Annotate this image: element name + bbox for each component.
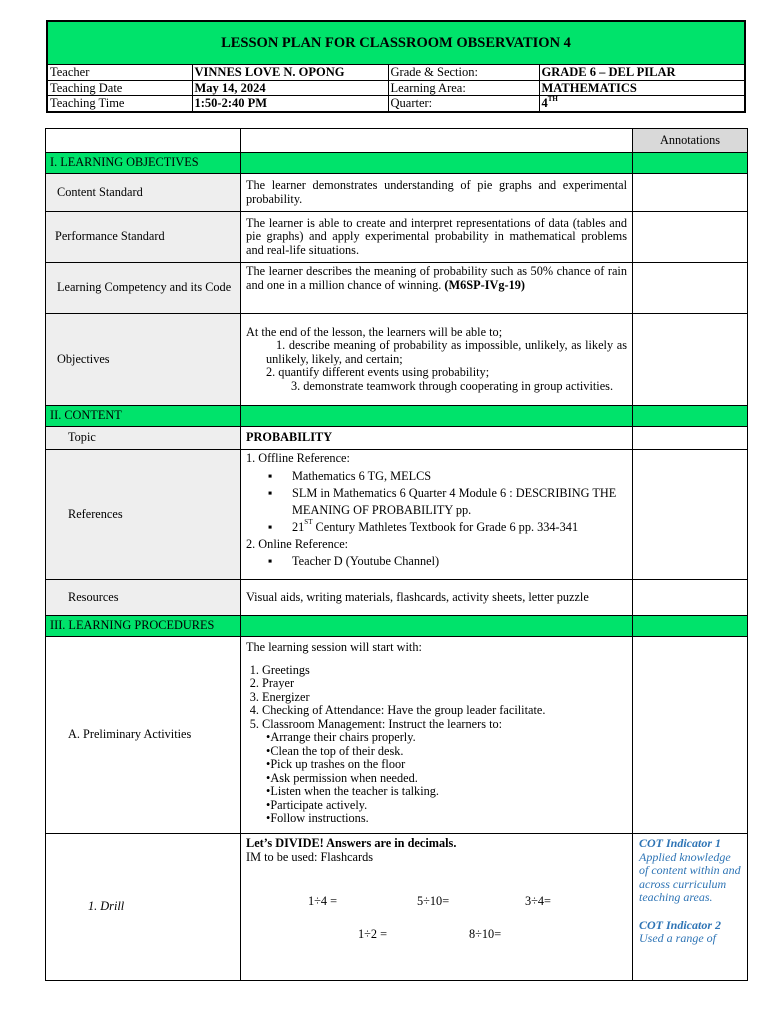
row-text: The learner demonstrates understanding of pie graphs and experimental probability. <box>241 174 633 212</box>
section-row-content <box>46 406 748 427</box>
header-info-table <box>48 65 744 111</box>
drill-im: IM to be used: Flashcards <box>246 849 374 864</box>
objectives-text: At the end of the lesson, the learners will be able to; 1. describe meaning of probability as impossible, unlikely, as likely as unlikely, likely, and certain; 2. quantify different events using probability; 3. demonstrate teamwork through cooperating in group activities. <box>241 314 633 406</box>
row-label: Performance Standard <box>46 212 241 263</box>
list-item: • Pick up trashes on the floor <box>266 758 627 772</box>
list-item: 4. Checking of Attendance: Have the group leader facilitate. <box>262 704 627 718</box>
area-label: Learning Area: <box>388 80 539 96</box>
equation: 1÷4 = <box>308 894 338 908</box>
list-item: ▪ 21ST Century Mathletes Textbook for Grade 6 pp. 334-341 <box>268 519 627 536</box>
preliminary-steps <box>246 664 627 732</box>
list-item: ▪ SLM in Mathematics 6 Quarter 4 Module 6 : DESCRIBING THE MEANING OF PROBABILITY pp. <box>268 485 627 519</box>
row-text: The learner is able to create and interpret representations of data (tables and pie graphs) and apply experimental probability in mathematical problems and real-life situations. <box>241 212 633 263</box>
date-label: Teaching Date <box>48 80 192 96</box>
header-row <box>48 80 744 96</box>
lesson-header <box>46 20 746 113</box>
section-title: I. LEARNING OBJECTIVES <box>46 153 241 174</box>
row-label: Resources <box>46 580 241 616</box>
teacher-value: VINNES LOVE N. OPONG <box>192 65 388 80</box>
row-label: Content Standard <box>46 174 241 212</box>
row-label: 1. Drill <box>46 834 241 981</box>
online-reference-list <box>246 553 627 570</box>
date-value: May 14, 2024 <box>192 80 388 96</box>
lesson-plan-table <box>45 128 748 981</box>
row-label: Learning Competency and its Code <box>46 263 241 314</box>
quarter-label: Quarter: <box>388 96 539 111</box>
equation: 3÷4= <box>525 894 551 908</box>
preliminary-row <box>46 637 748 834</box>
row-label: Objectives <box>46 314 241 406</box>
objective-item: 2. quantify different events using probability; <box>266 365 490 380</box>
header-row <box>48 96 744 111</box>
teacher-label: Teacher <box>48 65 192 80</box>
topic-value: PROBABILITY <box>241 427 633 450</box>
references-row <box>46 450 748 580</box>
performance-standard-row <box>46 212 748 263</box>
equation: 5÷10= <box>417 894 450 908</box>
drill-title: Let’s DIVIDE! Answers are in decimals. <box>246 836 457 850</box>
list-item: 3. Energizer <box>262 691 627 705</box>
row-label: References <box>46 450 241 580</box>
annotations-header-row <box>46 129 748 153</box>
indicator-text: Applied knowledge of content within and across curriculum teaching areas. <box>639 849 741 904</box>
time-value: 1:50-2:40 PM <box>192 96 388 111</box>
objective-item: 3. demonstrate teamwork through cooperating in group activities. <box>291 378 614 393</box>
objective-item: 1. describe meaning of probability as impossible, unlikely, as likely as unlikely, likely, and certain; <box>266 338 627 366</box>
document-title: LESSON PLAN FOR CLASSROOM OBSERVATION 4 <box>48 22 744 65</box>
flashcard-equations <box>246 864 627 954</box>
list-item: • Clean the top of their desk. <box>266 745 627 759</box>
annotations-header: Annotations <box>633 129 748 153</box>
classroom-rules <box>246 731 627 826</box>
list-item: ▪ Mathematics 6 TG, MELCS <box>268 468 627 485</box>
area-value: MATHEMATICS <box>539 80 744 96</box>
section-title: III. LEARNING PROCEDURES <box>46 616 241 637</box>
row-label: A. Preliminary Activities <box>46 637 241 834</box>
competency-row <box>46 263 748 314</box>
list-item: • Participate actively. <box>266 799 627 813</box>
section-title: II. CONTENT <box>46 406 241 427</box>
section-row-procedures <box>46 616 748 637</box>
list-item: 5. Classroom Management: Instruct the learners to: <box>262 718 627 732</box>
objectives-row <box>46 314 748 406</box>
indicator-title: COT Indicator 1 <box>639 836 722 850</box>
equation: 1÷2 = <box>358 927 388 941</box>
grade-value: GRADE 6 – DEL PILAR <box>539 65 744 80</box>
list-item: ▪ Teacher D (Youtube Channel) <box>268 553 627 570</box>
preliminary-text: The learning session will start with: 1. Greetings 2. Prayer 3. Energizer 4. Checking of Attendance: Have the group leader facilitate. 5. Classroom Management: Instruct the learners to: • Arrange their chairs properly. • Clean the top of their desk. • Pick up trashes on the floor • Ask permission when needed. • Listen when the teacher is talking. • Participate actively. • Follow instructions. <box>241 637 633 834</box>
list-item: • Listen when the teacher is talking. <box>266 785 627 799</box>
content-standard-row <box>46 174 748 212</box>
indicator-title: COT Indicator 2 <box>639 917 722 932</box>
offline-reference-list <box>246 468 627 536</box>
row-label: Topic <box>46 427 241 450</box>
header-row <box>48 65 744 80</box>
drill-annotation <box>633 834 748 981</box>
list-item: • Ask permission when needed. <box>266 772 627 786</box>
references-text: 1. Offline Reference: ▪ Mathematics 6 TG, MELCS ▪ SLM in Mathematics 6 Quarter 4 Module 6 : DESCRIBING THE MEANING OF PROBABILITY pp. ▪ 21ST Century Mathletes Textbook for Grade 6 pp. 334-341 2. Online Reference: ▪ Teacher D (Youtube Channel) <box>241 450 633 580</box>
list-item: • Follow instructions. <box>266 812 627 826</box>
quarter-value: 4TH <box>539 96 744 111</box>
list-item: 2. Prayer <box>262 677 627 691</box>
drill-row <box>46 834 748 981</box>
topic-row <box>46 427 748 450</box>
grade-label: Grade & Section: <box>388 65 539 80</box>
row-text: Visual aids, writing materials, flashcards, activity sheets, letter puzzle <box>241 580 633 616</box>
indicator-text: Used a range of <box>639 931 716 945</box>
competency-code: (M6SP-IVg-19) <box>444 277 526 292</box>
equation: 8÷10= <box>469 927 502 941</box>
drill-text <box>241 834 633 981</box>
time-label: Teaching Time <box>48 96 192 111</box>
list-item: 1. Greetings <box>262 664 627 678</box>
row-text: The learner describes the meaning of probability such as 50% chance of rain and one in a million chance of winning. (M6SP-IVg-19) <box>241 263 633 314</box>
resources-row <box>46 580 748 616</box>
list-item: • Arrange their chairs properly. <box>266 731 627 745</box>
section-row-objectives <box>46 153 748 174</box>
